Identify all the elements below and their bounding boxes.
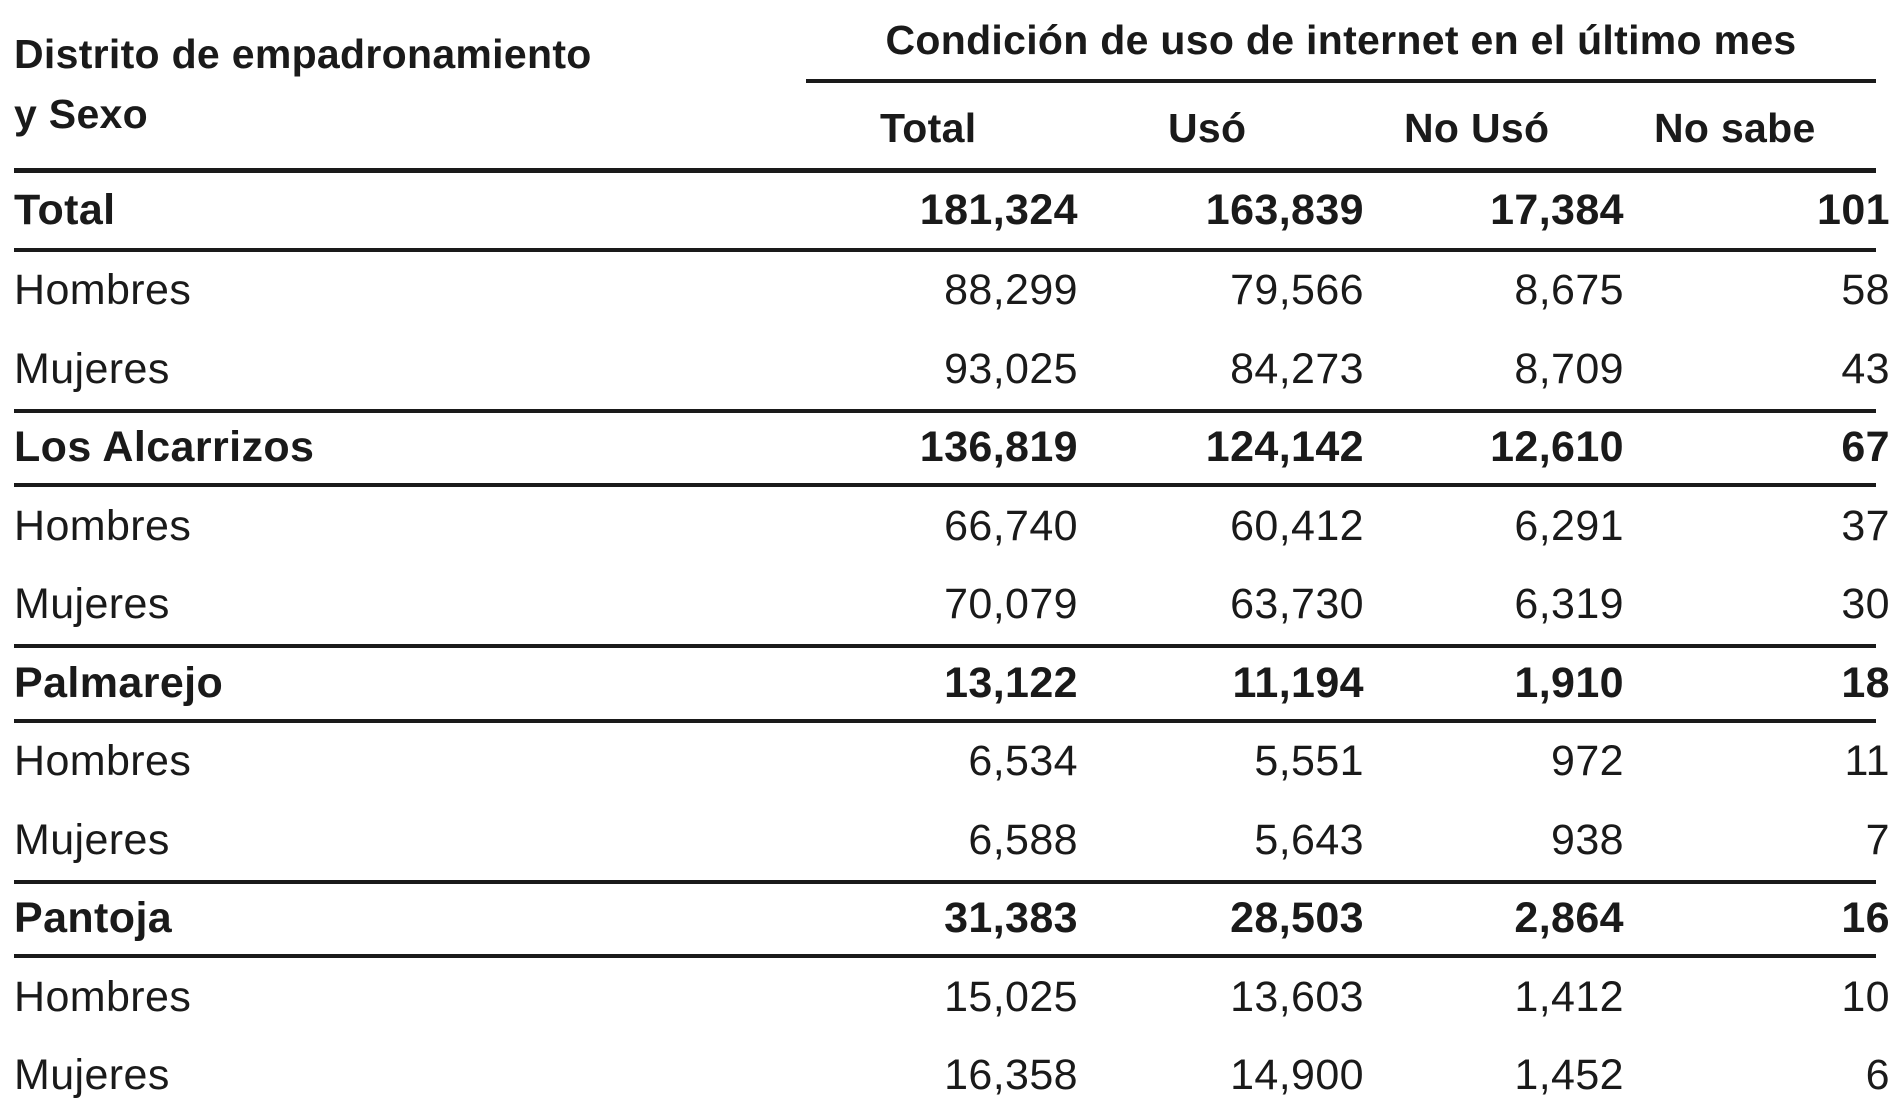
cell-value: 10 [1624,958,1890,1037]
row-label: Hombres [14,723,191,802]
column-header-uso: Usó [1168,98,1246,158]
cell-value: 136,819 [794,413,1078,484]
cell-value: 18 [1624,648,1890,719]
cell-value: 6 [1624,1037,1890,1115]
table-row [14,723,1876,802]
cell-value: 16,358 [794,1037,1078,1115]
spanner-rule [806,79,1876,83]
cell-value: 6,534 [794,723,1078,802]
table-row-group [14,173,1876,252]
row-label: Palmarejo [14,648,223,719]
cell-value: 70,079 [794,566,1078,645]
cell-value: 7 [1624,801,1890,880]
stub-header-line2: y Sexo [14,84,714,144]
table-row-group [14,409,1876,488]
table-row [14,1037,1876,1115]
cell-value: 58 [1624,252,1890,331]
cell-value: 88,299 [794,252,1078,331]
cell-value: 12,610 [1364,413,1624,484]
cell-value: 181,324 [794,173,1078,248]
cell-value: 16 [1624,884,1890,955]
cell-value: 13,603 [1078,958,1364,1037]
table-row [14,566,1876,645]
cell-value: 14,900 [1078,1037,1364,1115]
table-row [14,801,1876,880]
column-header-total: Total [880,98,976,158]
cell-value: 30 [1624,566,1890,645]
cell-value: 124,142 [1078,413,1364,484]
column-header-no-sabe: No sabe [1654,98,1816,158]
row-label: Los Alcarrizos [14,413,314,484]
cell-value: 6,291 [1364,487,1624,566]
cell-value: 66,740 [794,487,1078,566]
cell-value: 6,588 [794,801,1078,880]
row-label: Mujeres [14,566,170,645]
row-label: Hombres [14,487,191,566]
row-label: Mujeres [14,1037,170,1115]
row-label: Total [14,173,116,248]
cell-value: 17,384 [1364,173,1624,248]
spanner-header: Condición de uso de internet en el último mes [806,12,1876,68]
row-label: Mujeres [14,801,170,880]
cell-value: 79,566 [1078,252,1364,331]
table-row [14,252,1876,331]
cell-value: 93,025 [794,330,1078,409]
cell-value: 28,503 [1078,884,1364,955]
stub-header-line1: Distrito de empadronamiento [14,24,714,84]
cell-value: 43 [1624,330,1890,409]
cell-value: 972 [1364,723,1624,802]
row-label: Pantoja [14,884,172,955]
cell-value: 63,730 [1078,566,1364,645]
cell-value: 11,194 [1078,648,1364,719]
cell-value: 163,839 [1078,173,1364,248]
row-label: Hombres [14,958,191,1037]
table-row-group [14,644,1876,723]
table-row [14,330,1876,409]
cell-value: 1,452 [1364,1037,1624,1115]
row-label: Hombres [14,252,191,331]
table-row-group [14,880,1876,959]
cell-value: 5,551 [1078,723,1364,802]
table-row [14,487,1876,566]
table-body [14,173,1876,1115]
cell-value: 13,122 [794,648,1078,719]
cell-value: 101 [1624,173,1890,248]
cell-value: 2,864 [1364,884,1624,955]
cell-value: 938 [1364,801,1624,880]
cell-value: 1,910 [1364,648,1624,719]
row-label: Mujeres [14,330,170,409]
cell-value: 15,025 [794,958,1078,1037]
cell-value: 11 [1624,723,1890,802]
cell-value: 8,709 [1364,330,1624,409]
stub-header [14,24,714,144]
column-header-no-uso: No Usó [1404,98,1549,158]
cell-value: 8,675 [1364,252,1624,331]
cell-value: 1,412 [1364,958,1624,1037]
cell-value: 67 [1624,413,1890,484]
table-row [14,958,1876,1037]
cell-value: 6,319 [1364,566,1624,645]
cell-value: 60,412 [1078,487,1364,566]
cell-value: 84,273 [1078,330,1364,409]
cell-value: 37 [1624,487,1890,566]
cell-value: 31,383 [794,884,1078,955]
cell-value: 5,643 [1078,801,1364,880]
